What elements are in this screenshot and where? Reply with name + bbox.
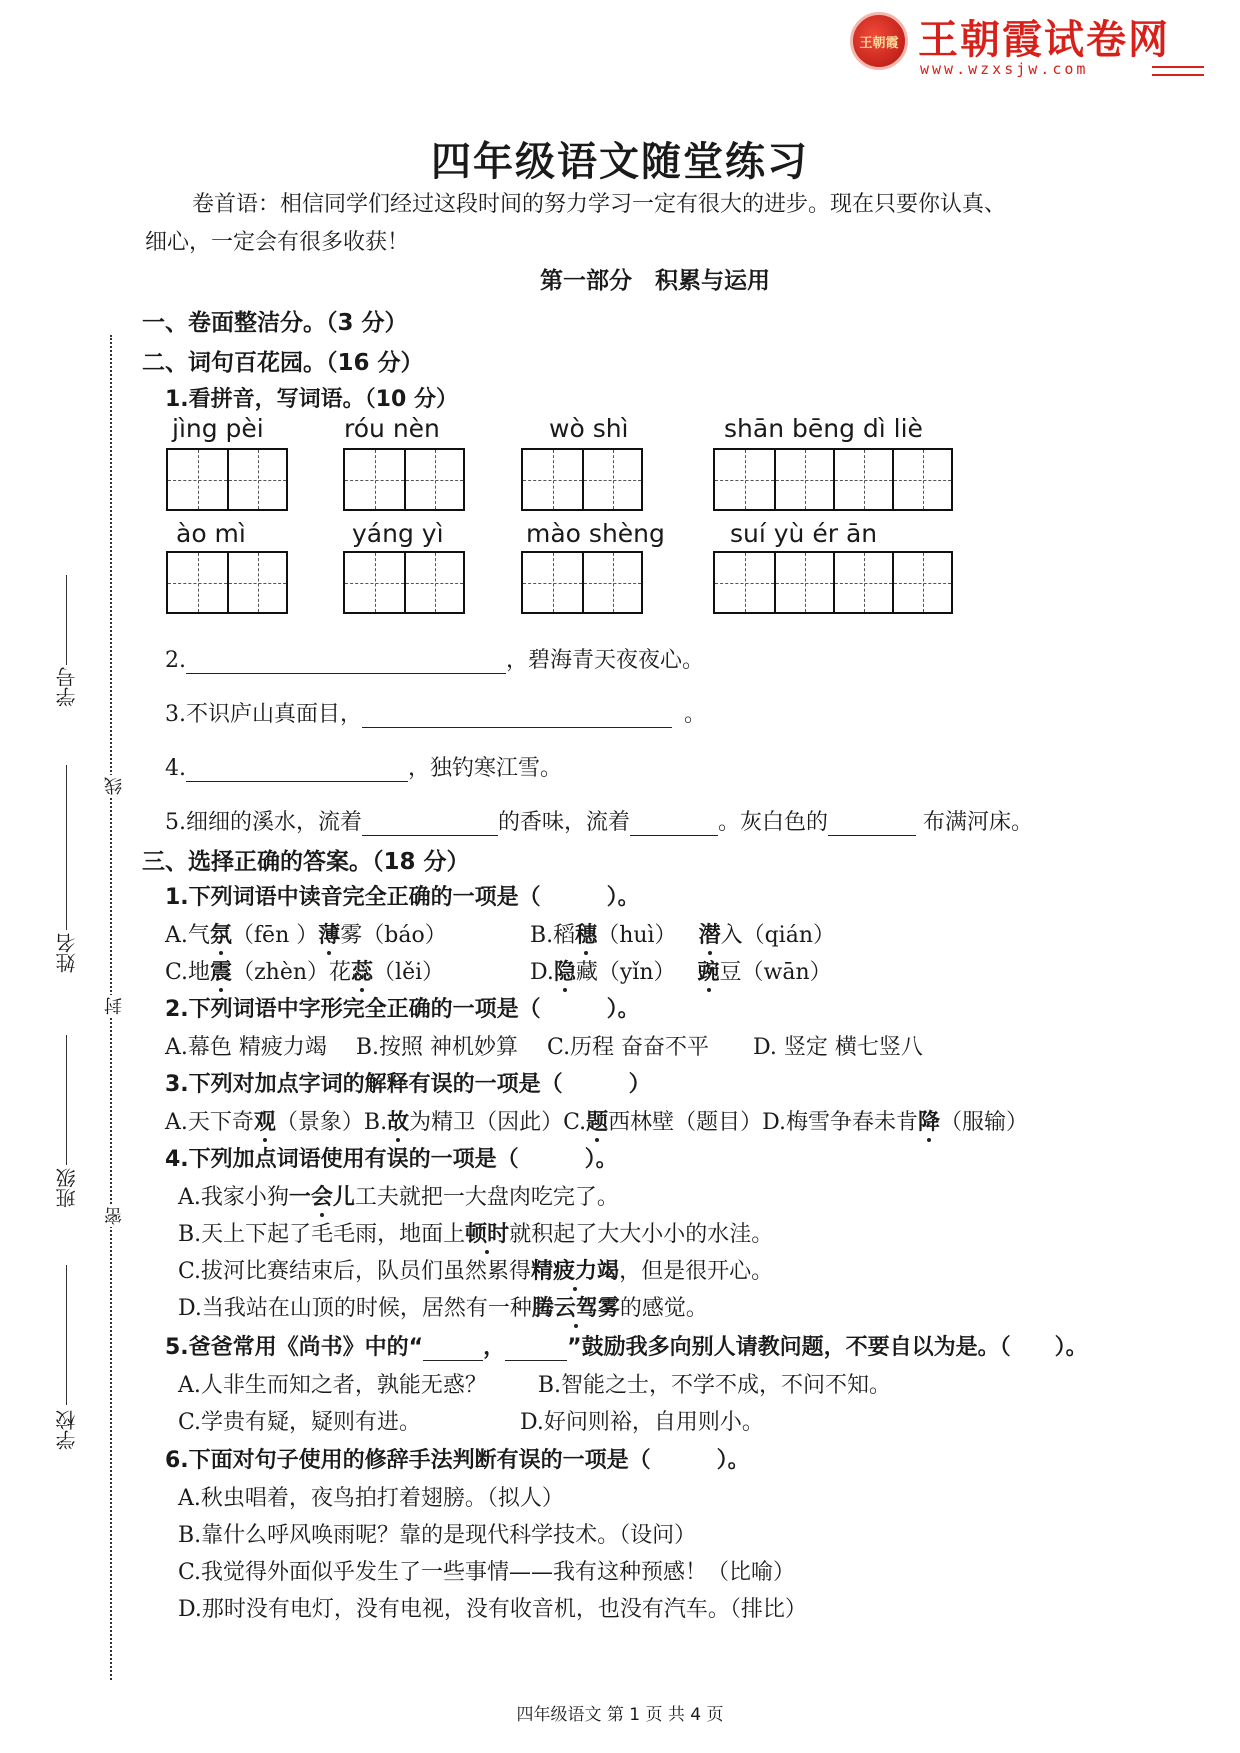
writing-grid-4[interactable]	[713, 448, 953, 511]
preface-line-1: 卷首语：相信同学们经过这段时间的努力学习一定有很大的进步。现在只要你认真、	[192, 192, 1007, 217]
answer-blank[interactable]	[423, 1338, 483, 1361]
answer-blank[interactable]	[362, 705, 672, 728]
class-label: 班级	[55, 1168, 79, 1208]
fill-question-5: 5.细细的溪水，流着 的香味，流着 。灰白色的 布满河床。	[165, 810, 1034, 835]
mc-1-option-d: D.隐藏（yǐn） 豌豆（wān）	[530, 959, 832, 985]
mc-4-option-c: C.拔河比赛结束后，队员们虽然累得精疲力竭，但是很开心。	[178, 1258, 774, 1284]
margin-mark-feng: 封	[102, 995, 128, 1017]
site-logo	[850, 8, 1210, 78]
pinyin-1: jìng pèi	[172, 414, 264, 443]
mc-4-option-a: A.我家小狗一会儿工夫就把一大盘肉吃完了。	[178, 1184, 619, 1210]
fill-question-3: 3.不识庐山真面目， 。	[165, 702, 707, 727]
mc-6-option-d: D.那时没有电灯，没有电视，没有收音机，也没有汽车。（排比）	[178, 1597, 807, 1622]
mc-6-option-a: A.秋虫唱着，夜鸟拍打着翅膀。（拟人）	[178, 1486, 564, 1511]
answer-blank[interactable]	[362, 813, 498, 836]
mc-question-2: 2.下列词语中字形完全正确的一项是（ ）。	[165, 997, 640, 1022]
name-label: 姓名	[55, 933, 79, 973]
logo-decoration	[1152, 66, 1204, 76]
margin-mark-mi: 密	[102, 1205, 128, 1227]
school-line[interactable]	[66, 1265, 67, 1405]
preface-line-2: 细心，一定会有很多收获！	[145, 230, 410, 255]
writing-grid-6[interactable]	[343, 551, 465, 614]
mc-4-option-d: D.当我站在山顶的时候，居然有一种腾云驾雾的感觉。	[178, 1295, 708, 1321]
answer-blank[interactable]	[630, 813, 718, 836]
writing-grid-3[interactable]	[521, 448, 643, 511]
name-line[interactable]	[66, 765, 67, 930]
mc-question-3: 3.下列对加点字词的解释有误的一项是（ ）	[165, 1072, 651, 1097]
section-1-heading: 一、卷面整洁分。（3 分）	[142, 310, 408, 336]
school-label: 学校	[55, 1410, 79, 1450]
pinyin-2: róu nèn	[344, 414, 440, 443]
mc-1-option-a: A.气氛（fēn ）薄雾（báo）	[165, 922, 447, 948]
mc-3-options: A.天下奇观（景象）B.故为精卫（因此）C.题西林壁（题目）D.梅雪争春未肯降（服输）	[165, 1109, 1029, 1135]
section-3-heading: 三、选择正确的答案。（18 分）	[142, 849, 470, 875]
pinyin-5: ào mì	[176, 519, 246, 548]
answer-blank[interactable]	[828, 813, 916, 836]
answer-blank[interactable]	[186, 759, 408, 782]
mc-1-option-b: B.稻穗（huì） 潜入（qián）	[530, 922, 835, 948]
page-footer: 四年级语文 第 1 页 共 4 页	[516, 1705, 724, 1725]
answer-blank[interactable]	[505, 1338, 567, 1361]
question-1: 1.看拼音，写词语。（10 分）	[165, 387, 458, 412]
mc-1-option-c: C.地震（zhèn）花蕊（lěi）	[165, 959, 445, 985]
writing-grid-2[interactable]	[343, 448, 465, 511]
pinyin-4: shān bēng dì liè	[724, 414, 923, 443]
pinyin-3: wò shì	[549, 414, 629, 443]
student-id-line[interactable]	[66, 575, 67, 665]
mc-4-option-b: B.天上下起了毛毛雨，地面上顿时就积起了大大小小的水洼。	[178, 1221, 774, 1247]
fill-question-2: 2. ，碧海青天夜夜心。	[165, 648, 705, 673]
class-line[interactable]	[66, 1035, 67, 1165]
mc-6-option-c: C.我觉得外面似乎发生了一些事情——我有这种预感！（比喻）	[178, 1560, 796, 1585]
fill-question-4: 4. ，独钓寒江雪。	[165, 756, 563, 781]
mc-question-6: 6.下面对句子使用的修辞手法判断有误的一项是（ ）。	[165, 1448, 750, 1473]
logo-url: www.wzxsjw.com	[920, 60, 1089, 78]
mc-question-5: 5.爸爸常用《尚书》中的“ ， ”鼓励我多向别人请教问题，不要自以为是。（ ）。	[165, 1335, 1088, 1360]
writing-grid-5[interactable]	[166, 551, 288, 614]
writing-grid-7[interactable]	[521, 551, 643, 614]
page-title: 四年级语文随堂练习	[431, 138, 809, 185]
pinyin-8: suí yù ér ān	[730, 519, 878, 548]
mc-question-4: 4.下列加点词语使用有误的一项是（ ）。	[165, 1147, 618, 1172]
section-2-heading: 二、词句百花园。（16 分）	[142, 350, 424, 376]
part-heading: 第一部分 积累与运用	[540, 268, 770, 294]
writing-grid-1[interactable]	[166, 448, 288, 511]
writing-grid-8[interactable]	[713, 551, 953, 614]
answer-blank[interactable]	[186, 651, 506, 674]
mc-2-options: A.幕色 精疲力竭 B.按照 神机妙算 C.历程 奋奋不平 D. 竖定 横七竖八	[165, 1035, 923, 1060]
pinyin-6: yáng yì	[352, 519, 444, 548]
student-id-label: 学号	[55, 667, 79, 707]
mc-question-1: 1.下列词语中读音完全正确的一项是（ ）。	[165, 885, 640, 910]
mc-5-options-row-2: C.学贵有疑，疑则有进。 D.好问则裕，自用则小。	[178, 1410, 764, 1435]
pinyin-7: mào shèng	[526, 519, 665, 548]
margin-mark-xian: 线	[102, 775, 128, 797]
mc-6-option-b: B.靠什么呼风唤雨呢？靠的是现代科学技术。（设问）	[178, 1523, 697, 1548]
logo-seal-icon: 王朝霞	[850, 12, 908, 70]
logo-name: 王朝霞试卷网	[918, 17, 1170, 63]
mc-5-options-row-1: A.人非生而知之者，孰能无惑？ B.智能之士，不学不成，不问不知。	[178, 1373, 892, 1398]
